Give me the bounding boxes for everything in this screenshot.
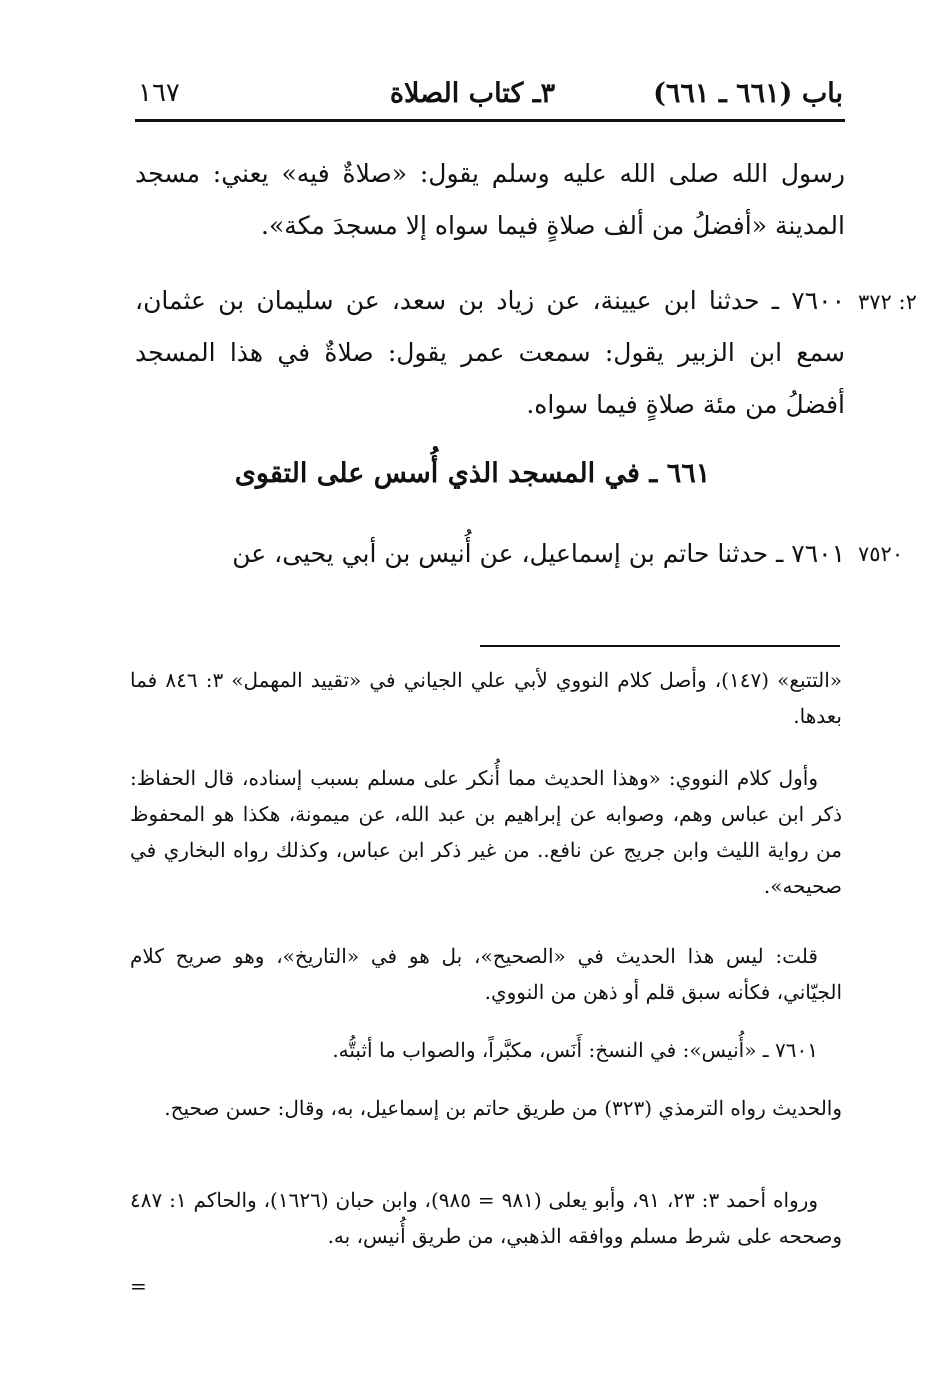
chapter-range: باب (٦٦١ ـ ٦٦١)	[653, 78, 843, 109]
footnote-3: قلت: ليس هذا الحديث في «الصحيح»، بل هو في «التاريخ»، وهو صريح كلام الجيّاني، فكأنه سبق قلم أو ذهن من النووي.	[130, 944, 842, 1004]
header-rule	[135, 119, 845, 122]
footnote-5: والحديث رواه الترمذي (٣٢٣) من طريق حاتم بن إسماعيل، به، وقال: حسن صحيح.	[164, 1096, 842, 1120]
margin-reference-2: ٧٥٢٠	[858, 542, 904, 566]
page-number: ١٦٧	[138, 78, 180, 108]
continuation-mark: =	[130, 1274, 147, 1298]
footnote-1: «التتبع» (١٤٧)، وأصل كلام النووي لأبي علي الجياني في «تقييد المهمل» ٣: ٨٤٦ فما بعدها.	[130, 668, 842, 728]
footnote-2: وأول كلام النووي: «وهذا الحديث مما أُنكر على مسلم بسبب إسناده، قال الحفاظ: ذكر ابن عباس وهم، وصوابه عن إبراهيم بن عبد الله، عن ميمونة، هكذا هو المحفوظ من رواية الليث وابن جريج عن نافع.. من غير ذكر ابن عباس، وكذلك رواه البخاري في صحيحه».	[130, 766, 842, 898]
hadith-7601: ٧٦٠١ ـ حدثنا حاتم بن إسماعيل، عن أُنيس بن أبي يحيى، عن	[232, 539, 845, 568]
section-title: ٦٦١ ـ في المسجد الذي أُسس على التقوى	[234, 458, 711, 489]
paragraph-1: رسول الله صلى الله عليه وسلم يقول: «صلاةٌ فيه» يعني: مسجد المدينة «أفضلُ من ألف صلاةٍ فيما سواه إلا مسجدَ مكة».	[135, 159, 845, 240]
footnote-6: ورواه أحمد ٣: ٢٣، ٩١، وأبو يعلى (٩٨١ = ٩٨٥)، وابن حبان (١٦٢٦)، والحاكم ١: ٤٨٧ وصححه على شرط مسلم ووافقه الذهبي، من طريق أُنيس، به.	[130, 1188, 842, 1248]
footnote-rule	[480, 645, 840, 647]
footnote-4: ٧٦٠١ ـ «أُنيس»: في النسخ: أَنَس، مكبَّراً، والصواب ما أثبتُّه.	[332, 1038, 818, 1062]
book-title: ٣ـ كتاب الصلاة	[389, 78, 556, 109]
hadith-7600: ٧٦٠٠ ـ حدثنا ابن عيينة، عن زياد بن سعد، عن سليمان بن عثمان، سمع ابن الزبير يقول: سمعت عمر يقول: صلاةٌ في هذا المسجد أفضلُ من مئة صلاةٍ فيما سواه.	[135, 286, 845, 419]
margin-reference-1: ٢: ٣٧٢	[858, 290, 917, 314]
